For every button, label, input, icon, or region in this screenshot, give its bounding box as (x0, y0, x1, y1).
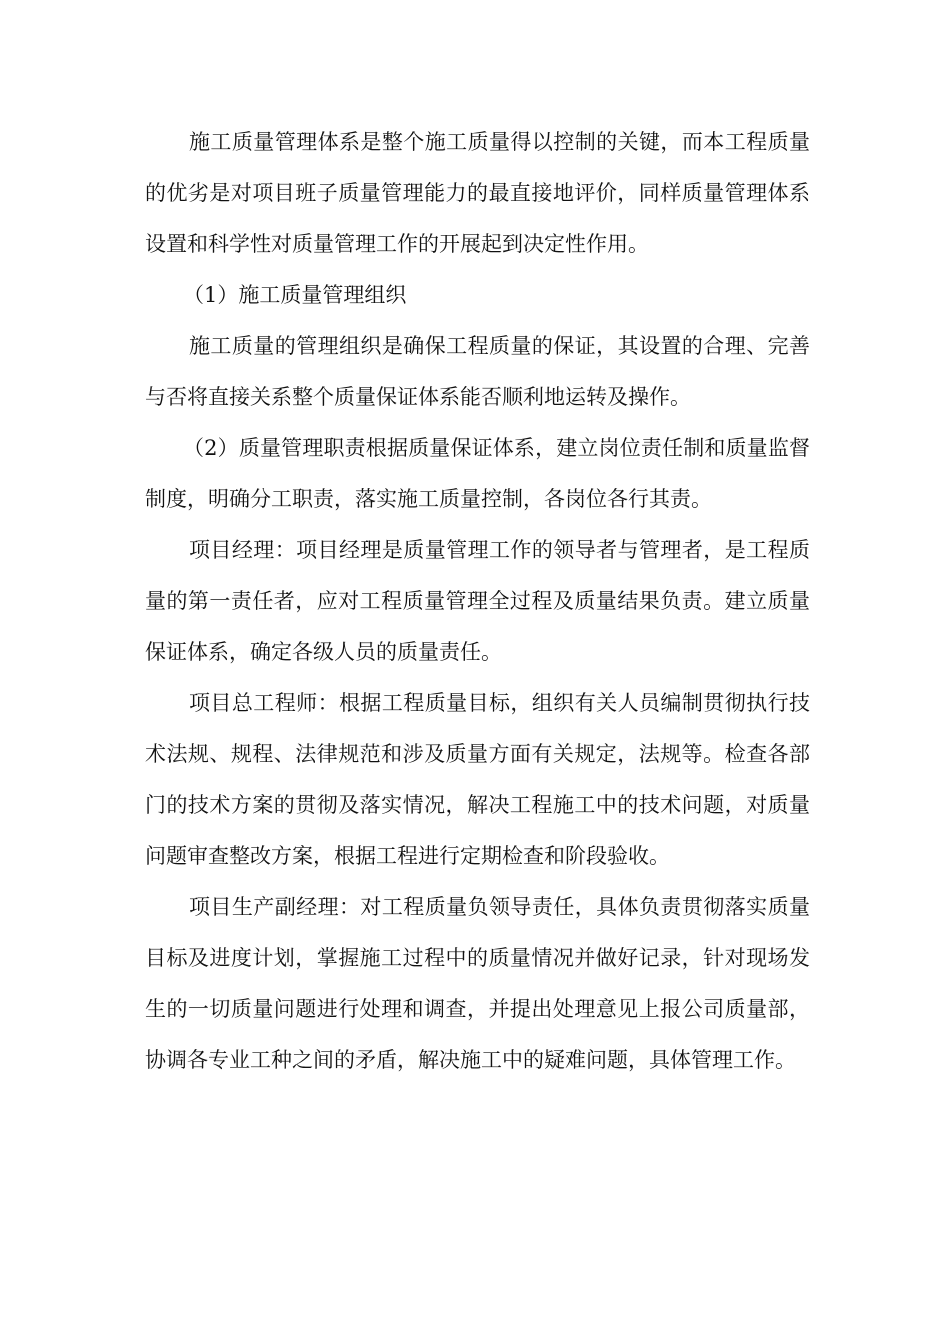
paragraph-quality-system-intro: 施工质量管理体系是整个施工质量得以控制的关键，而本工程质量的优劣是对项目班子质量管理能力的最直接地评价，同样质量管理体系设置和科学性对质量管理工作的开展起到决定性作用。 (145, 130, 810, 256)
section-heading-quality-organization: （1）施工质量管理组织 (183, 283, 407, 307)
paragraph-chief-engineer: 项目总工程师：根据工程质量目标，组织有关人员编制贯彻执行技术法规、规程、法律规范和涉及质量方面有关规定，法规等。检查各部门的技术方案的贯彻及落实情况，解决工程施工中的技术问题，对质量问题审查整改方案，根据工程进行定期检查和阶段验收。 (145, 691, 810, 868)
section-heading-quality-responsibilities: （2）质量管理职责根据质量保证体系，建立岗位责任制和质量监督制度，明确分工职责，落实施工质量控制，各岗位各行其责。 (145, 436, 810, 511)
paragraph-project-manager: 项目经理：项目经理是质量管理工作的领导者与管理者，是工程质量的第一责任者，应对工程质量管理全过程及质量结果负责。建立质量保证体系，确定各级人员的质量责任。 (145, 538, 810, 664)
document-body (145, 117, 810, 1086)
paragraph-quality-organization: 施工质量的管理组织是确保工程质量的保证，其设置的合理、完善与否将直接关系整个质量保证体系能否顺利地运转及操作。 (145, 334, 810, 409)
paragraph-production-deputy-manager: 项目生产副经理：对工程质量负领导责任，具体负责贯彻落实质量目标及进度计划，掌握施工过程中的质量情况并做好记录，针对现场发生的一切质量问题进行处理和调查，并提出处理意见上报公司质量部，协调各专业工种之间的矛盾，解决施工中的疑难问题，具体管理工作。 (145, 895, 810, 1072)
